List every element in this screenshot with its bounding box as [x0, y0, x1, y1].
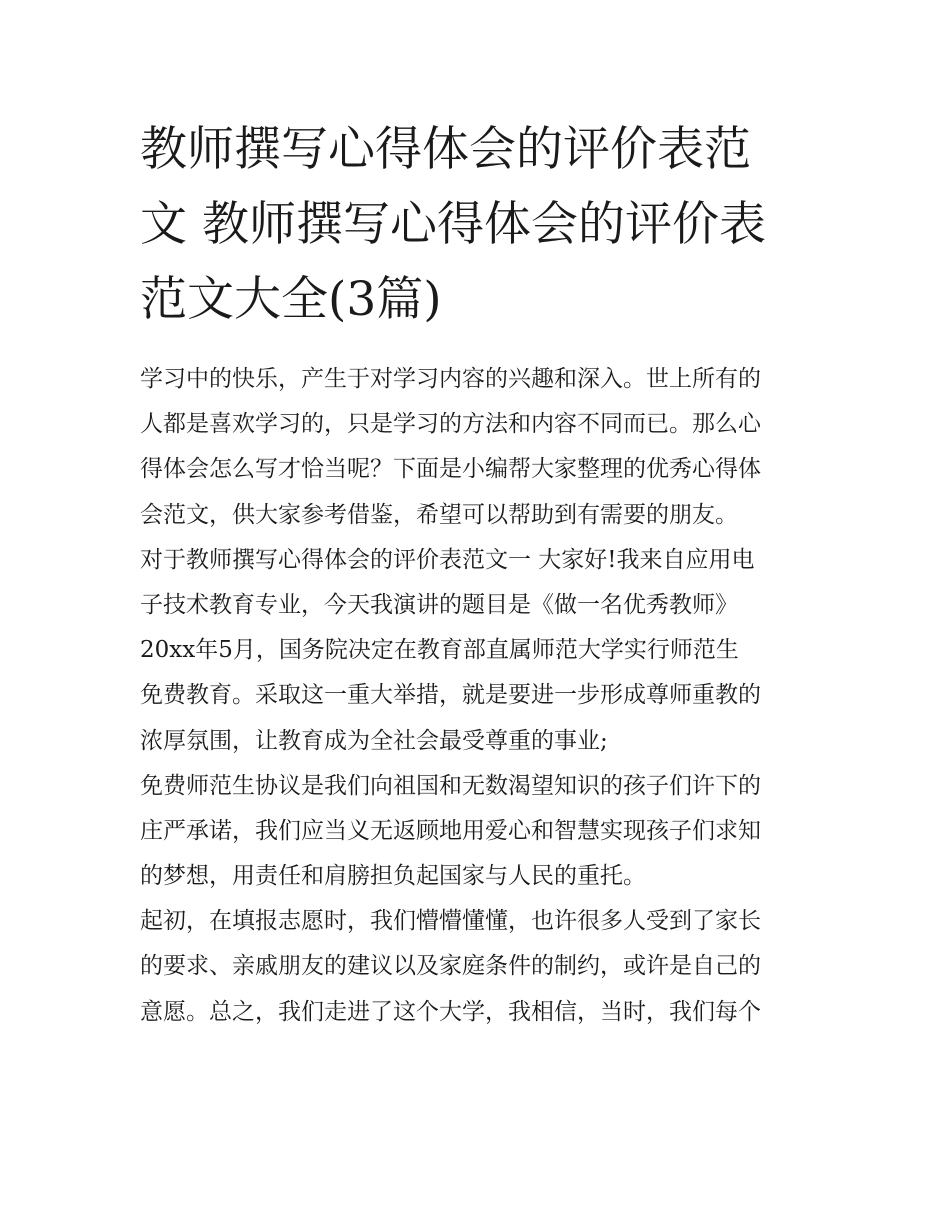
body-line: 20xx年5月，国务院决定在教育部直属师范大学实行师范生: [140, 637, 739, 664]
body-line: 会范文，供大家参考借鉴，希望可以帮助到有需要的朋友。: [140, 501, 738, 528]
document-title: [140, 112, 810, 337]
body-line: 起初，在填报志愿时，我们懵懵懂懂，也许很多人受到了家长: [140, 908, 761, 935]
body-line: 意愿。总之，我们走进了这个大学，我相信，当时，我们每个: [140, 998, 761, 1025]
body-line: 学习中的快乐，产生于对学习内容的兴趣和深入。世上所有的: [140, 366, 761, 392]
body-line: 的梦想，用责任和肩膀担负起国家与人民的重托。: [140, 863, 646, 890]
title-line-2: 文 教师撰写心得体会的评价表: [140, 197, 766, 252]
body-line: 得体会怎么写才恰当呢？下面是小编帮大家整理的优秀心得体: [140, 456, 761, 483]
body-line: 免费师范生协议是我们向祖国和无数渴望知识的孩子们许下的: [140, 772, 761, 799]
body-line: 子技术教育专业，今天我演讲的题目是《做一名优秀教师》: [140, 591, 738, 618]
body-line: 免费教育。采取这一重大举措，就是要进一步形成尊师重教的: [140, 682, 761, 709]
body-line: 浓厚氛围，让教育成为全社会最受尊重的事业;: [140, 727, 608, 754]
body-line: 的要求、亲戚朋友的建议以及家庭条件的制约，或许是自己的: [140, 953, 761, 980]
body-line: 庄严承诺，我们应当义无返顾地用爱心和智慧实现孩子们求知: [140, 817, 761, 844]
body-line: 人都是喜欢学习的，只是学习的方法和内容不同而已。那么心: [140, 411, 761, 438]
title-line-3: 范文大全(3篇): [140, 272, 442, 327]
title-line-1: 教师撰写心得体会的评价表范: [140, 122, 751, 177]
document-body: [140, 357, 820, 1035]
body-line: 对于教师撰写心得体会的评价表范文一 大家好!我来自应用电: [140, 546, 755, 573]
